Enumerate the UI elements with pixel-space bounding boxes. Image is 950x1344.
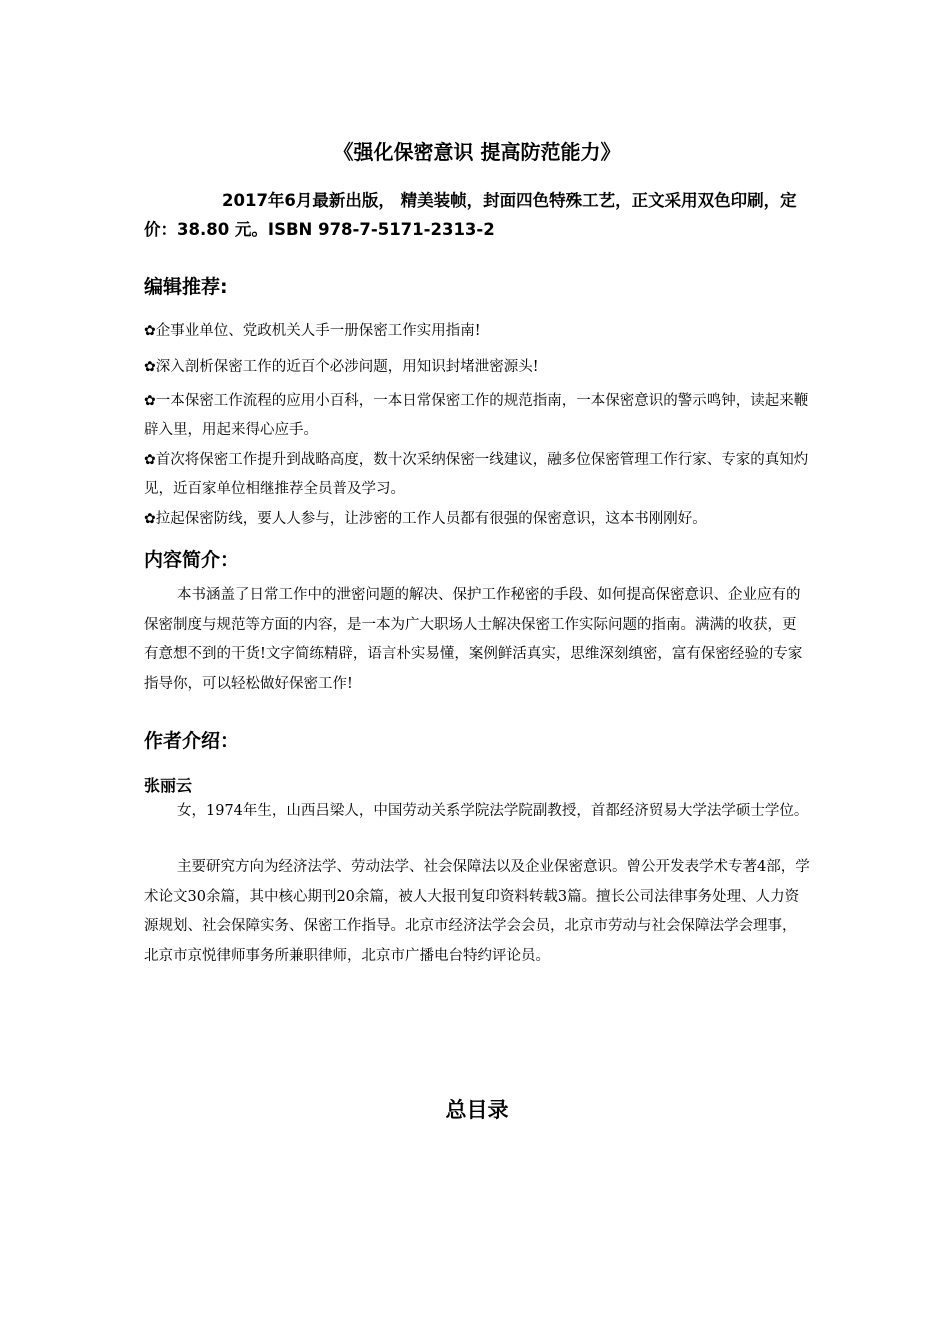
flower-bullet-icon: ✿	[144, 511, 156, 527]
author-heading: 作者介绍：	[144, 730, 240, 752]
recommend-item: ✿一本保密工作流程的应用小百科，一本日常保密工作的规范指南，一本保密意识的警示鸣钟，读起来鞭辟入里，用起来得心应手。	[144, 393, 809, 438]
author-research-paragraph: 主要研究方向为经济法学、劳动法学、社会保障法以及企业保密意识。曾公开发表学术专著4部，学术论文30余篇，其中核心期刊20余篇，被人大报刊复印资料转载3篇。擅长公司法律事务处理、人力资源规划、社会保障实务、保密工作指导。北京市经济法学会会员，北京市劳动与社会保障法学会理事，北京市京悦律师事务所兼职律师，北京市广播电台特约评论员。	[144, 859, 810, 964]
recommend-item: ✿深入剖析保密工作的近百个必涉问题，用知识封堵泄密源头!	[144, 359, 539, 375]
book-title: 《强化保密意识 提高防范能力》	[333, 140, 621, 164]
summary-heading: 内容简介：	[144, 549, 240, 571]
flower-bullet-icon: ✿	[144, 452, 156, 468]
flower-bullet-icon: ✿	[144, 393, 156, 409]
flower-bullet-icon: ✿	[144, 359, 156, 375]
author-name: 张丽云	[144, 776, 193, 795]
summary-text: 本书涵盖了日常工作中的泄密问题的解决、保护工作秘密的手段、如何提高保密意识、企业应有的保密制度与规范等方面的内容，是一本为广大职场人士解决保密工作实际问题的指南。满满的收获，更有意想不到的干货!文字简练精辟，语言朴实易懂，案例鲜活真实，思维深刻缜密，富有保密经验的专家指导你，可以轻松做好保密工作!	[144, 587, 803, 692]
editor-recommend-heading: 编辑推荐:	[144, 276, 228, 298]
recommend-item: ✿拉起保密防线，要人人参与，让涉密的工作人员都有很强的保密意识，这本书刚刚好。	[144, 511, 707, 527]
flower-bullet-icon: ✿	[144, 323, 156, 339]
author-bio-paragraph: 女，1974年生，山西吕梁人，中国劳动关系学院法学院副教授，首都经济贸易大学法学硕士学位。	[177, 803, 809, 819]
recommend-item: ✿首次将保密工作提升到战略高度，数十次采纳保密一线建议，融多位保密管理工作行家、专家的真知灼见，近百家单位相继推荐全员普及学习。	[144, 452, 809, 497]
publication-info: 2017年6月最新出版， 精美装帧，封面四色特殊工艺，正文采用双色印刷，定价：38.80 元。ISBN 978-7-5171-2313-2	[144, 191, 797, 239]
recommend-item: ✿企事业单位、党政机关人手一册保密工作实用指南!	[144, 323, 481, 339]
toc-title: 总目录	[445, 1098, 509, 1122]
